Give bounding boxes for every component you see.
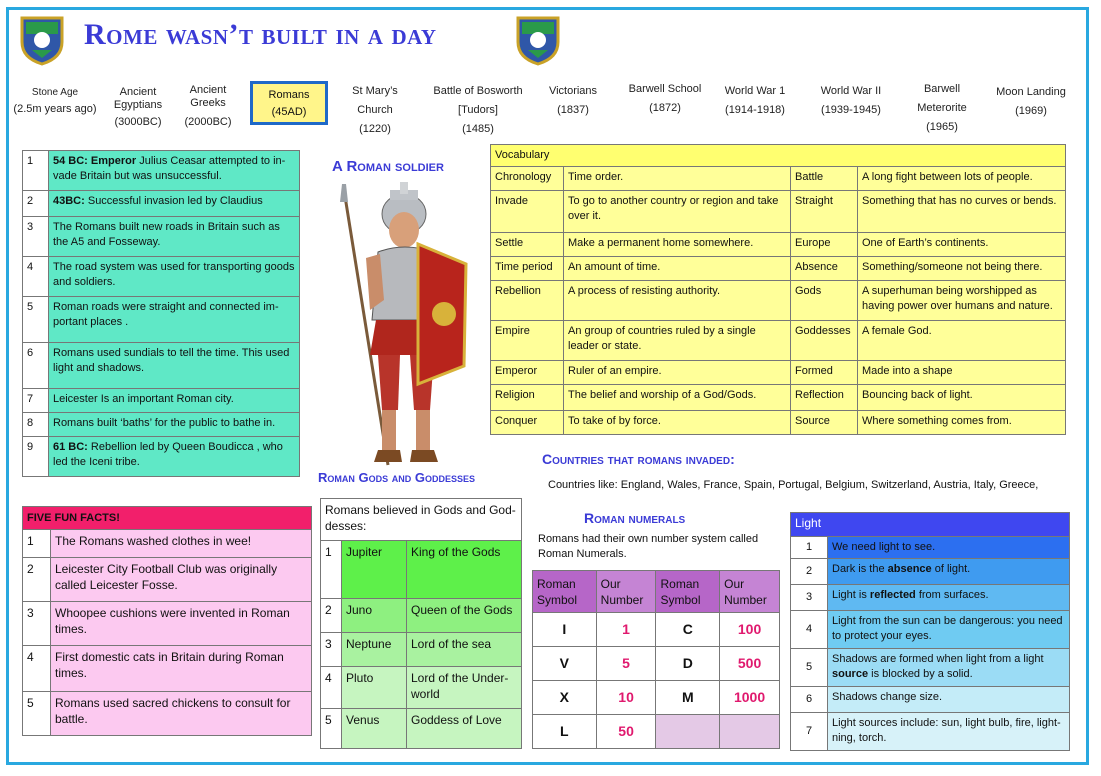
page-title: Rome wasn’t built in a day: [84, 18, 437, 51]
timeline-item: Barwell Meterorite (1965): [917, 83, 967, 133]
timeline-item: Victorians (1837): [548, 85, 598, 116]
timeline-item: Ancient Greeks (2000BC): [184, 84, 232, 128]
countries-heading: Countries that romans invaded:: [542, 451, 735, 467]
history-facts-table: 1 54 BC: Emperor Julius Ceasar attempted to in-vade Britain but was unsuccessful. 2 43BC: Successful invasion led by Claudius 3 The Romans built new roads in Britain such as the A5 and Fosseway. 4 The road system was used for transporting goods and soldiers. 5 Roman roads were straight and connected im-portant places . 6 Romans used sundials to tell the time. This used light and shadows. 7 Leicester Is an important Roman city. 8 Romans built ‘baths’ for the public to bathe in. 9 61 BC: Rebellion led by Queen Boudicca , who led the Iceni tribe.: [22, 150, 300, 477]
timeline-item: Ancient Egyptians (3000BC): [113, 86, 163, 128]
vocabulary-table: Vocabulary Chronology Time order. Battle A long fight between lots of people. Invade To go to another country or region and take over it. Straight Something that has no curves or bends. Settle Make a permanent home somewhere. Europe One of Earth’s continents. Time period An amount of time. Absence Something/someone not being there. Rebellion A process of resisting authority. Gods A superhuman being worshipped as having power over humans and nature. Empire An group of countries ruled by a single leader or state. Goddesses A female God. Emperor Ruler of an empire. Formed Made into a shape Religion The belief and worship of a God/Gods. Reflection Bouncing back of light. Conquer To take of by force. Source Where something comes from.: [490, 144, 1066, 435]
countries-list: Countries like: England, Wales, France, Spain, Portugal, Belgium, Switzerland, Austria, Italy, Greece,: [548, 479, 1039, 491]
timeline-item: Stone Age (2.5m years ago): [13, 87, 97, 115]
timeline-item: St Mary’s Church (1220): [352, 85, 398, 135]
numerals-heading: Roman numerals: [584, 510, 686, 526]
gods-heading: Roman Gods and Goddesses: [318, 470, 475, 485]
timeline-item: World War 1 (1914-1918): [724, 85, 786, 116]
soldier-heading: A Roman soldier: [332, 158, 444, 175]
light-facts-table: Light 1 We need light to see. 2 Dark is the absence of light. 3 Light is reflected from surfaces. 4 Light from the sun can be dangerous: you need to protect your eyes. 5 Shadows are formed when light from a light source is blocked by a solid. 6 Shadows change size. 7 Light sources include: sun, light bulb, fire, light-ning, torch.: [790, 512, 1070, 751]
timeline-item: World War II (1939-1945): [820, 85, 882, 116]
roman-soldier-illustration: [326, 180, 476, 470]
school-crest-icon: [20, 16, 64, 66]
roman-numerals-table: Roman Symbol Our Number Roman Symbol Our Number I 1 C 100 V 5 D 500 X 10 M 1000 L 50: [532, 570, 780, 749]
timeline-item: Barwell School (1872): [628, 83, 702, 114]
gods-table: Romans believed in Gods and God-desses: 1 Jupiter King of the Gods 2 Juno Queen of the Gods 3 Neptune Lord of the sea 4 Pluto Lord of the Under-world 5 Venus Goddess of Love: [320, 498, 522, 749]
timeline-item: Battle of Bosworth [Tudors] (1485): [433, 85, 523, 135]
numerals-intro: Romans had their own number system called Roman Numerals.: [538, 533, 759, 560]
timeline-item-current: Romans (45AD): [250, 81, 328, 125]
school-crest-icon: [516, 16, 560, 66]
fun-facts-table: FIVE FUN FACTS! 1 The Romans washed clothes in wee! 2 Leicester City Football Club was originally called Leicester Fosse. 3 Whoopee cushions were invented in Roman times. 4 First domestic cats in Britain during Roman times. 5 Romans used sacred chickens to consult for battle.: [22, 506, 312, 736]
timeline-item: Moon Landing (1969): [996, 86, 1066, 117]
